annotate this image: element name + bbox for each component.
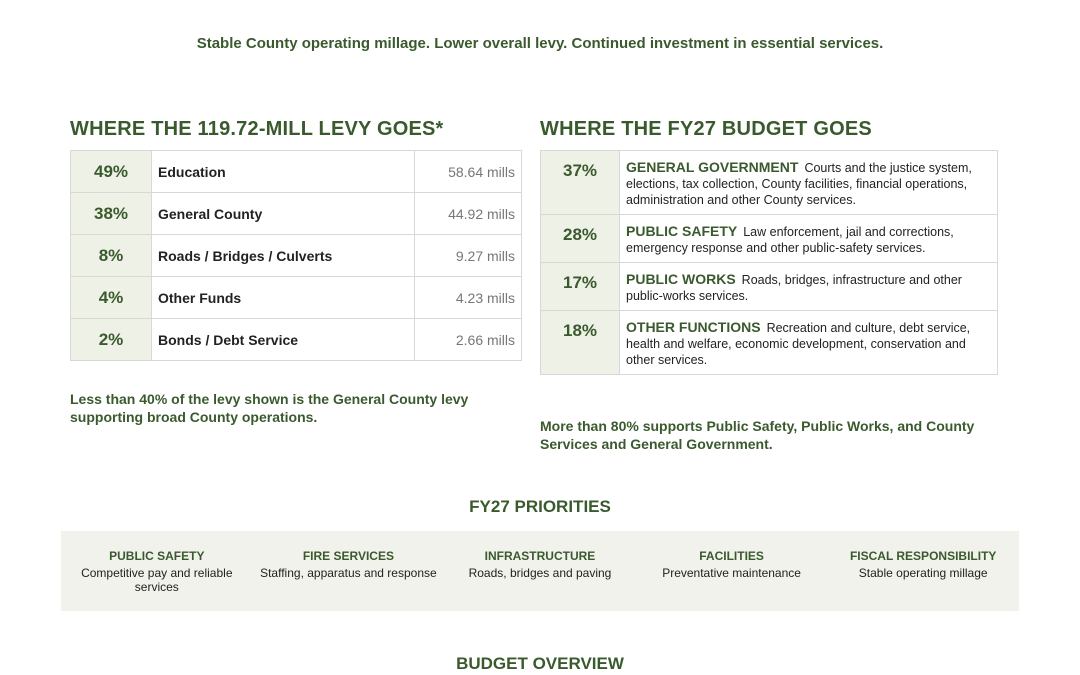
priority-title: INFRASTRUCTURE <box>484 549 596 563</box>
levy-percent: 8% <box>71 235 152 277</box>
priority-item <box>258 531 438 580</box>
levy-mills: 4.23 mills <box>415 277 522 319</box>
budget-category-detail: Courts and the justice system, elections, tax collection, County facilities, financial operations, administration and other County services. <box>626 161 972 207</box>
table-row <box>71 319 522 361</box>
levy-table <box>70 150 522 361</box>
priority-item <box>833 531 1013 580</box>
priority-title: PUBLIC SAFETY <box>109 549 205 563</box>
levy-mills: 44.92 mills <box>415 193 522 235</box>
budget-category: OTHER FUNCTIONS <box>626 319 761 335</box>
priority-title: FISCAL RESPONSIBILITY <box>849 549 997 563</box>
priorities-title: FY27 PRIORITIES <box>469 497 611 516</box>
budget-category: PUBLIC SAFETY <box>626 223 738 239</box>
levy-section-title: WHERE THE 119.72-MILL LEVY GOES* <box>70 118 444 140</box>
priority-title: FACILITIES <box>699 549 764 563</box>
levy-category: General County <box>152 193 415 235</box>
table-row <box>71 235 522 277</box>
budget-percent: 18% <box>541 311 620 375</box>
tagline: Stable County operating millage. Lower overall levy. Continued investment in essential services. <box>196 35 884 52</box>
levy-category: Bonds / Debt Service <box>152 319 415 361</box>
priority-item <box>67 531 247 594</box>
table-row <box>71 277 522 319</box>
budget-percent: 28% <box>541 215 620 263</box>
levy-category: Other Funds <box>152 277 415 319</box>
budget-category-detail: Law enforcement, jail and corrections, emergency response and other public-safety services. <box>626 225 954 255</box>
budget-category: GENERAL GOVERNMENT <box>626 159 799 175</box>
table-row <box>71 151 522 193</box>
budget-category-detail: Recreation and culture, debt service, health and welfare, economic development, conservation and other services. <box>626 321 971 367</box>
budget-category-detail: Roads, bridges, infrastructure and other public-works services. <box>626 273 962 303</box>
table-row <box>541 151 998 215</box>
priority-item <box>642 531 822 580</box>
budget-description <box>620 311 998 375</box>
budget-description <box>620 151 998 215</box>
table-row <box>541 311 998 375</box>
budget-note: More than 80% supports Public Safety, Public Works, and County Services and General Government. <box>540 418 975 452</box>
budget-description <box>620 263 998 311</box>
levy-mills: 58.64 mills <box>415 151 522 193</box>
table-row <box>71 193 522 235</box>
priority-item <box>450 531 630 580</box>
priority-description: Staffing, apparatus and response <box>260 566 437 580</box>
budget-overview-title: BUDGET OVERVIEW <box>456 654 624 673</box>
levy-percent: 38% <box>71 193 152 235</box>
levy-mills: 9.27 mills <box>415 235 522 277</box>
levy-mills: 2.66 mills <box>415 319 522 361</box>
levy-category: Education <box>152 151 415 193</box>
budget-percent: 17% <box>541 263 620 311</box>
budget-section-title: WHERE THE FY27 BUDGET GOES <box>540 118 872 140</box>
priority-description: Roads, bridges and paving <box>468 566 612 580</box>
priority-description: Competitive pay and reliable services <box>81 566 233 594</box>
levy-category: Roads / Bridges / Culverts <box>152 235 415 277</box>
budget-percent: 37% <box>541 151 620 215</box>
budget-category: PUBLIC WORKS <box>626 271 736 287</box>
levy-percent: 49% <box>71 151 152 193</box>
priority-description: Preventative maintenance <box>662 566 801 580</box>
priority-title: FIRE SERVICES <box>302 549 394 563</box>
priority-description: Stable operating millage <box>858 566 988 580</box>
table-row <box>541 215 998 263</box>
priorities-panel <box>61 531 1019 611</box>
levy-percent: 2% <box>71 319 152 361</box>
budget-table <box>540 150 998 375</box>
table-row <box>541 263 998 311</box>
levy-percent: 4% <box>71 277 152 319</box>
levy-note: Less than 40% of the levy shown is the General County levy supporting broad County operations. <box>70 391 469 425</box>
budget-description <box>620 215 998 263</box>
